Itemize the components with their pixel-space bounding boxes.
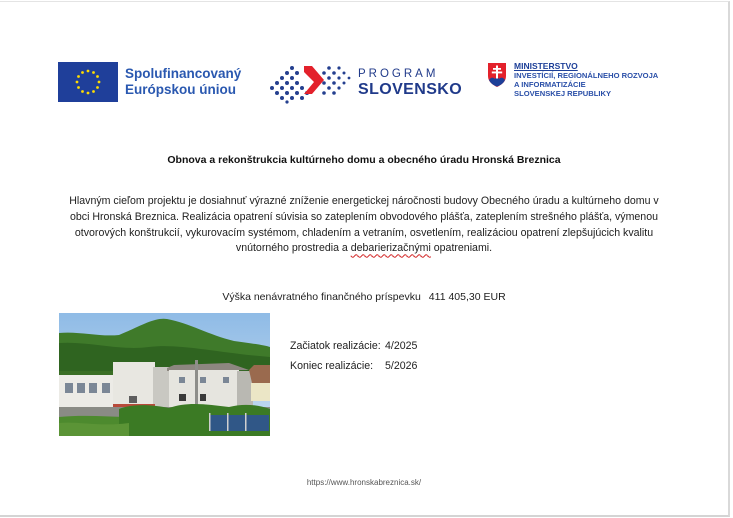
- end-date-value: 5/2026: [385, 360, 418, 372]
- eu-flag-icon: [58, 62, 118, 102]
- eu-cofunded-logo: [58, 62, 241, 102]
- end-date-row: [290, 356, 417, 376]
- website-url[interactable]: https://www.hronskabreznica.sk/: [306, 478, 422, 487]
- description-text: Hlavným cieľom projektu je dosiahnuť výrazné zníženie energetickej náročnosti budovy Obecného úradu a kultúrneho domu v obci Hronská Breznica. Realizácia opatrení súvisia so zateplením obvodového plášťa, zateplením strešného plášťa, výmenou otvorových konštrukcií, vykurovacím systémom, chladením a vetraním, osvetlením, realizáciou opatrení zlepšujúcich kvalitu vnútorného prostredia a: [69, 195, 659, 255]
- eu-logo-line1: Spolufinancovaný: [125, 66, 242, 81]
- slovak-coat-of-arms-icon: [487, 62, 507, 88]
- funding-amount-line: [0, 291, 728, 303]
- start-date-label: Začiatok realizácie:: [290, 340, 381, 352]
- eu-logo-line2: Európskou úniou: [125, 82, 236, 97]
- program-slovensko-line1: PROGRAM: [358, 67, 439, 80]
- ministry-line3: A INFORMATIZÁCIE: [514, 80, 586, 89]
- ministry-line2: INVESTÍCIÍ, REGIONÁLNEHO ROZVOJA: [514, 71, 659, 80]
- start-date-row: [290, 336, 417, 356]
- program-slovensko-line2: SLOVENSKO: [358, 80, 463, 98]
- funding-label: Výška nenávratného finančného príspevku: [222, 291, 421, 303]
- spellcheck-flagged-word[interactable]: debarierizačnými: [350, 242, 431, 255]
- building-photo: [59, 313, 270, 436]
- ministry-line4: SLOVENSKEJ REPUBLIKY: [514, 89, 612, 98]
- start-date-value: 4/2025: [385, 340, 418, 352]
- project-description: [60, 194, 668, 257]
- realization-dates: [290, 336, 417, 376]
- ministry-line1: MINISTERSTVO: [514, 61, 578, 71]
- program-slovensko-logo: [268, 62, 462, 104]
- funding-amount: 411 405,30 EUR: [428, 291, 506, 303]
- end-date-label: Koniec realizácie:: [290, 360, 374, 372]
- document-page: [0, 1, 730, 517]
- project-title: Obnova a rekonštrukcia kultúrneho domu a obecného úradu Hronská Breznica: [167, 154, 561, 166]
- program-slovensko-mark-icon: [268, 62, 352, 104]
- ministry-logo: [487, 62, 658, 98]
- description-text-end: opatreniami.: [430, 242, 493, 255]
